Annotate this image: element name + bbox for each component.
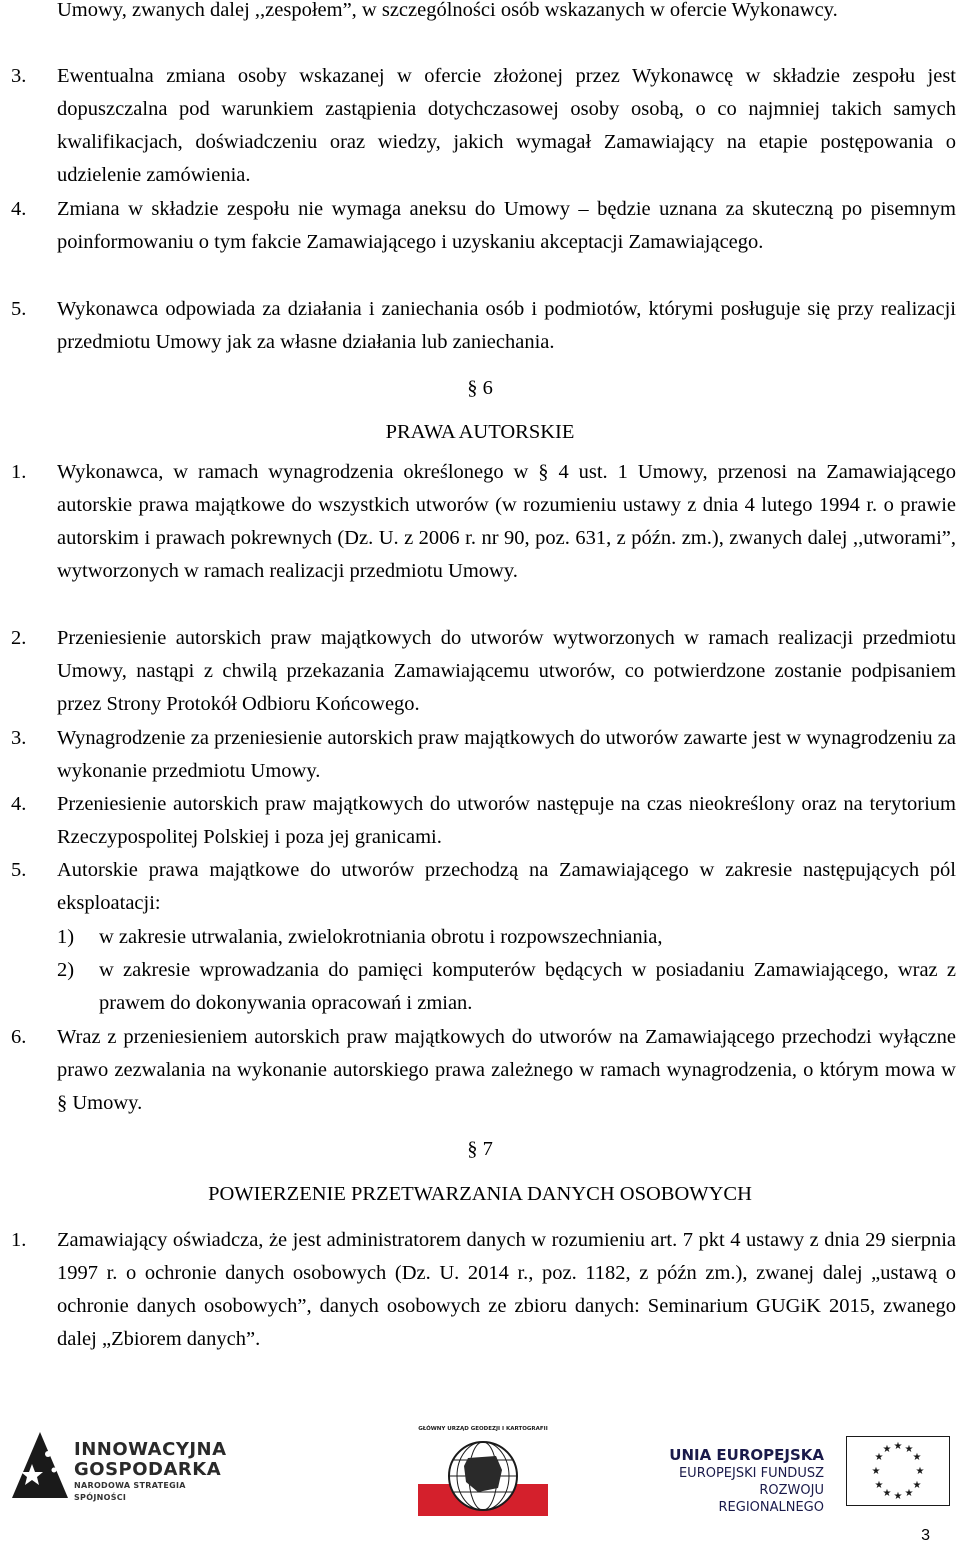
svg-text:★: ★ [893,1491,903,1502]
gugik-logo [418,1426,548,1516]
s6-5-text: Autorskie prawa majątkowe do utworów przechodzą na Zamawiającego w zakresie następujących pól eksploatacji: [57,859,956,914]
svg-text:★: ★ [915,1466,925,1477]
p5-text: Wykonawca odpowiada za działania i zaniechania osób i podmiotów, którymi posługuje się przy realizacji przedmiotu Umowy jak za własne działania lub zaniechania. [57,298,956,353]
eu-flag-icon [846,1436,950,1506]
p4-number: 4. [11,198,27,220]
s6-5-sub2-number: 2) [57,959,75,981]
section-6-title: PRAWA AUTORSKIE [385,421,575,443]
s6-5-sub1-number: 1) [57,926,75,948]
s6-1-text: Wykonawca, w ramach wynagrodzenia określonego w § 4 ust. 1 Umowy, przenosi na Zamawiającego autorskie prawa majątkowe do wszystkich utworów (w rozumieniu ustawy z dnia 4 lutego 1994 r. o prawie autorskim i prawach pokrewnych (Dz. U. z 2006 r. nr 90, poz. 631, z późn. zm.), zwanych dalej ,,utworami”, wytworzonych w ramach realizacji przedmiotu Umowy. [57,461,956,582]
logo3-line2: EUROPEJSKI FUNDUSZ [678,1466,824,1481]
p3-number: 3. [11,65,27,87]
s6-6-text: Wraz z przeniesieniem autorskich praw majątkowych do utworów na Zamawiającego przechodzi wyłączne prawo zezwalania na wykonanie autorskiego prawa zależnego w ramach wynagrodzenia, o którym mowa w § Umowy. [57,1026,956,1114]
p3-text: Ewentualna zmiana osoby wskazanej w ofercie złożonej przez Wykonawcę w składzie zespołu jest dopuszczalna pod warunkiem zastąpienia dotychczasowej osoby osobą, o co najmniej takich samych kwalifikacjach, doświadczeniu oraz wiedzy, jakich wymagał Zamawiający na etapie postępowania o udzielenie zamówienia. [57,65,956,186]
innowacyjna-gospodarka-logo [4,1420,236,1514]
intro-continuation: Umowy, zwanych dalej ,,zespołem”, w szczególności osób wskazanych w ofercie Wykonawcy. [57,0,838,21]
page-number: 3 [921,1527,930,1544]
footer-logos [0,1418,960,1518]
logo3-line3: ROZWOJU REGIONALNEGO [718,1483,824,1515]
svg-text:★: ★ [904,1444,914,1455]
svg-text:★: ★ [893,1441,903,1452]
p5-number: 5. [11,298,27,320]
section-7-title: POWIERZENIE PRZETWARZANIA DANYCH OSOBOWYCH [208,1183,752,1205]
s6-3-number: 3. [11,727,27,749]
section-6-mark: § 6 [467,377,493,399]
svg-text:★: ★ [904,1488,914,1499]
svg-text:★: ★ [912,1452,922,1463]
s6-2-number: 2. [11,627,27,649]
logo1-line3: NARODOWA STRATEGIA SPÓJNOŚCI [74,1481,186,1502]
s7-1-text: Zamawiający oświadcza, że jest administratorem danych w rozumieniu art. 7 pkt 4 ustawy z dnia 29 sierpnia 1997 r. o ochronie danych osobowych (Dz. U. 2014 r., poz. 1182, z późn zm.), zwanej dalej „ustawą o ochronie danych osobowych”, danych osobowych ze zbioru danych: Seminarium GUGiK 2015, zwanego dalej „Zbiorem danych”. [57,1229,956,1350]
svg-text:★: ★ [882,1444,892,1455]
s6-2-text: Przeniesienie autorskich praw majątkowych do utworów wytworzonych w ramach realizacji przedmiotu Umowy, nastąpi z chwilą przekazania Zamawiającemu utworów, co potwierdzone zostanie podpisaniem przez Strony Protokół Odbioru Końcowego. [57,627,956,715]
innovation-star-icon [10,1430,70,1500]
s6-3-text: Wynagrodzenie za przeniesienie autorskich praw majątkowych do utworów zawarte jest w wynagrodzeniu za wykonanie przedmiotu Umowy. [57,727,956,782]
s6-5-sub1-text: w zakresie utrwalania, zwielokrotniania obrotu i rozpowszechniania, [99,926,663,948]
s6-4-number: 4. [11,793,27,815]
s7-1-number: 1. [11,1229,27,1251]
logo1-line2: GOSPODARKA [74,1459,222,1480]
logo3-line1: UNIA EUROPEJSKA [669,1446,824,1464]
section-7-mark: § 7 [467,1138,493,1160]
svg-text:★: ★ [874,1452,884,1463]
logo1-line1: INNOWACYJNA [74,1439,227,1460]
gugik-globe-icon [418,1436,548,1516]
svg-text:★: ★ [882,1488,892,1499]
s6-1-number: 1. [11,461,27,483]
p4-text: Zmiana w składzie zespołu nie wymaga aneksu do Umowy – będzie uznana za skuteczną po pisemnym poinformowaniu o tym fakcie Zamawiającego i uzyskaniu akceptacji Zamawiającego. [57,198,956,253]
svg-text:★: ★ [874,1480,884,1491]
s6-5-sub2-text: w zakresie wprowadzania do pamięci komputerów będących w posiadaniu Zamawiającego, wraz z prawem do dokonywania opracowań i zmian. [99,959,956,1014]
s6-6-number: 6. [11,1026,27,1048]
s6-5-number: 5. [11,859,27,881]
svg-text:★: ★ [871,1466,881,1477]
gugik-logo-text: GŁÓWNY URZĄD GEODEZJI I KARTOGRAFII [418,1426,548,1432]
svg-text:★: ★ [912,1480,922,1491]
s6-4-text: Przeniesienie autorskich praw majątkowych do utworów następuje na czas nieokreślony oraz na terytorium Rzeczypospolitej Polskiej i poza jej granicami. [57,793,956,848]
eu-erdf-logo [660,1428,956,1518]
